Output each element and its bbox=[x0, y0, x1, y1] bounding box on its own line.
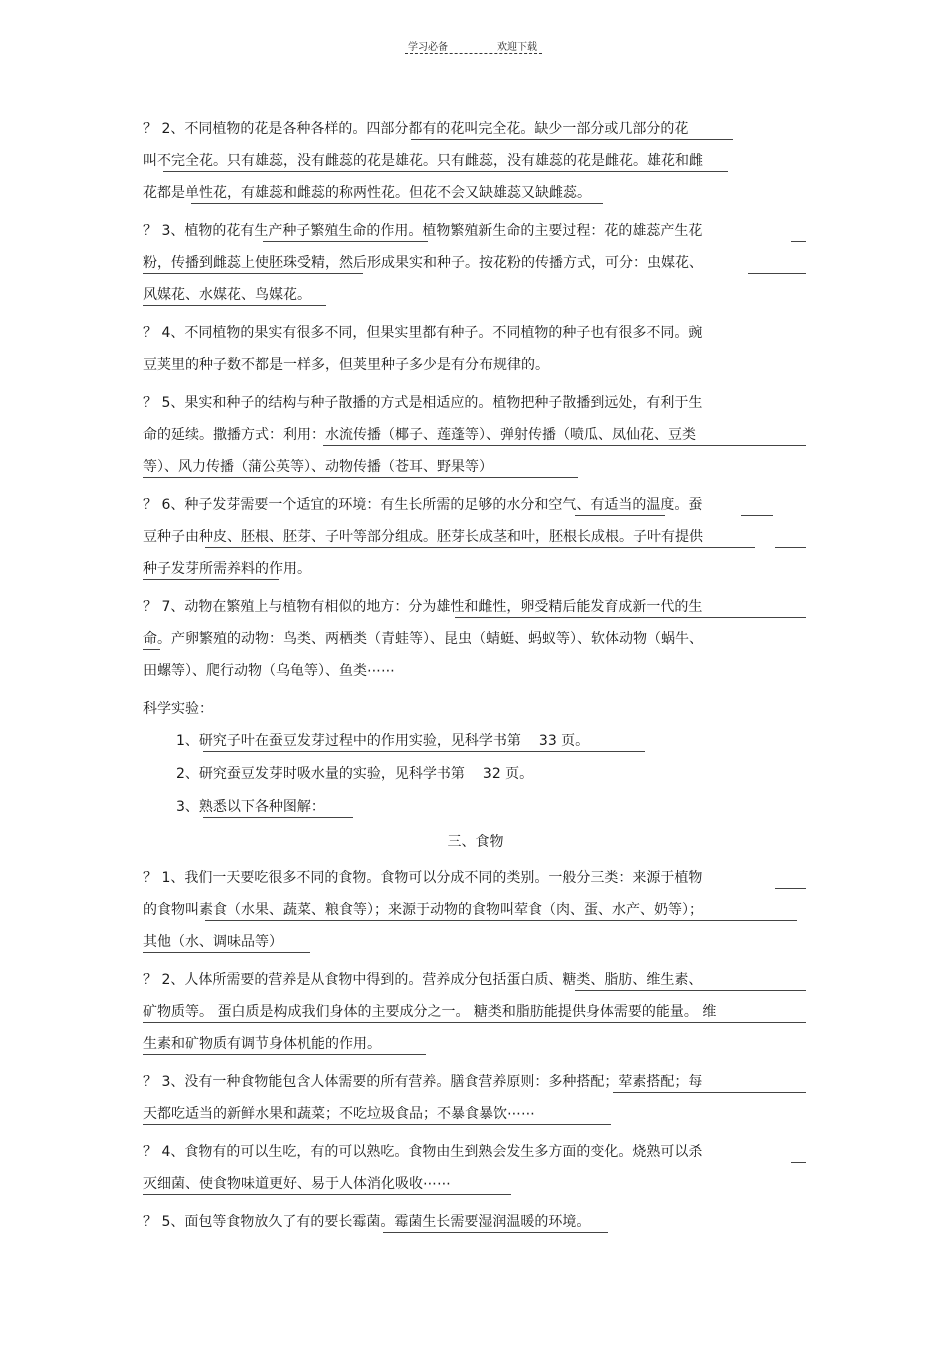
line-text: 花都是单性花，有雄蕊和雌蕊的称两性花。但花不会又缺雄蕊又缺雌蕊。 bbox=[143, 185, 591, 201]
text-line bbox=[143, 419, 808, 451]
text-line bbox=[143, 1206, 808, 1238]
line-text: 矿物质等。 蛋白质是构成我们身体的主要成分之一。 糖类和脂肪能提供身体需要的能量。 维 bbox=[143, 1004, 717, 1020]
text-line bbox=[143, 655, 808, 687]
text-line bbox=[143, 1028, 808, 1060]
line-text: 风媒花、水媒花、鸟媒花。 bbox=[143, 287, 311, 303]
experiment-item bbox=[143, 758, 808, 791]
paragraph-food-types bbox=[143, 862, 808, 958]
line-text: 粉，传播到雌蕊上使胚珠受精，然后形成果实和种子。按花粉的传播方式，可分：虫媒花、 bbox=[143, 255, 703, 271]
blank-underline bbox=[791, 1162, 806, 1163]
experiment-page: 33 页。 bbox=[538, 733, 590, 749]
answer-underline bbox=[205, 547, 755, 548]
blank-underline bbox=[775, 888, 806, 889]
blank-underline bbox=[748, 273, 806, 274]
text-line bbox=[143, 451, 808, 483]
experiment-item bbox=[143, 791, 808, 824]
line-text: ？ 4、不同植物的果实有很多不同，但果实里都有种子。不同植物的种子也有很多不同。豌 bbox=[143, 325, 703, 341]
text-line bbox=[143, 145, 808, 177]
text-line bbox=[143, 489, 808, 521]
answer-underline bbox=[383, 1232, 608, 1233]
answer-underline bbox=[263, 241, 428, 242]
answer-underline bbox=[143, 1022, 806, 1023]
answer-underline bbox=[143, 1124, 611, 1125]
answer-underline bbox=[143, 1194, 511, 1195]
answer-underline bbox=[205, 920, 797, 921]
text-line bbox=[143, 862, 808, 894]
text-line bbox=[143, 623, 808, 655]
paragraph-diet-principles bbox=[143, 1066, 808, 1130]
section-title: 三、食物 bbox=[447, 834, 504, 850]
line-text: ？ 3、植物的花有生产种子繁殖生命的作用。植物繁殖新生命的主要过程：花的雄蕊产生花 bbox=[143, 223, 703, 239]
text-line bbox=[143, 1136, 808, 1168]
answer-underline bbox=[143, 952, 310, 953]
line-text: 豆种子由种皮、胚根、胚芽、子叶等部分组成。胚芽长成茎和叶，胚根长成根。子叶有提供 bbox=[143, 529, 703, 545]
answer-underline bbox=[143, 305, 326, 306]
answer-underline bbox=[575, 515, 665, 516]
header-dashed-rule bbox=[405, 53, 542, 54]
line-text: ？ 2、不同植物的花是各种各样的。四部分都有的花叫完全花。缺少一部分或几部分的花 bbox=[143, 121, 689, 137]
text-line bbox=[143, 279, 808, 311]
document-body bbox=[143, 113, 808, 1244]
experiment-text: 2、研究蚕豆发芽时吸水量的实验，见科学书第 bbox=[176, 766, 465, 782]
text-line bbox=[143, 247, 808, 279]
answer-underline bbox=[575, 990, 806, 991]
text-line bbox=[143, 349, 808, 381]
line-text: ？ 4、食物有的可以生吃，有的可以熟吃。食物由生到熟会发生多方面的变化。烧熟可以杀 bbox=[143, 1144, 703, 1160]
line-text: 豆荚里的种子数不都是一样多，但荚里种子多少是有分布规律的。 bbox=[143, 357, 549, 373]
text-line bbox=[143, 387, 808, 419]
line-text: ？ 3、没有一种食物能包含人体需要的所有营养。膳食营养原则：多种搭配；荤素搭配；每 bbox=[143, 1074, 703, 1090]
paragraph-animals bbox=[143, 591, 808, 687]
text-line bbox=[143, 113, 808, 145]
text-line bbox=[143, 317, 808, 349]
text-line bbox=[143, 553, 808, 585]
line-text: ？ 7、动物在繁殖上与植物有相似的地方：分为雄性和雌性，卵受精后能发育成新一代的生 bbox=[143, 599, 703, 615]
answer-underline bbox=[163, 171, 728, 172]
text-line bbox=[143, 964, 808, 996]
line-text: 的食物叫素食（水果、蔬菜、粮食等）；来源于动物的食物叫荤食（肉、蛋、水产、奶等）； bbox=[143, 902, 703, 918]
line-text: ？ 6、种子发芽需要一个适宜的环境：有生长所需的足够的水分和空气、有适当的温度。蚕 bbox=[143, 497, 703, 513]
answer-underline bbox=[143, 1054, 426, 1055]
text-line bbox=[143, 1098, 808, 1130]
paragraph-reproduction bbox=[143, 215, 808, 311]
text-line bbox=[143, 926, 808, 958]
line-text: 种子发芽所需养料的作用。 bbox=[143, 561, 311, 577]
experiment-page: 32 页。 bbox=[482, 766, 534, 782]
line-text: 灭细菌、使食物味道更好、易于人体消化吸收⋯⋯ bbox=[143, 1176, 451, 1192]
text-line bbox=[143, 996, 808, 1028]
answer-underline bbox=[455, 617, 806, 618]
experiment-text: 3、熟悉以下各种图解： bbox=[176, 799, 325, 815]
blank-underline bbox=[741, 515, 773, 516]
answer-underline bbox=[143, 579, 279, 580]
text-line bbox=[143, 177, 808, 209]
text-line bbox=[143, 1066, 808, 1098]
paragraph-fruit bbox=[143, 317, 808, 381]
paragraph-cooking bbox=[143, 1136, 808, 1200]
paragraph-nutrients bbox=[143, 964, 808, 1060]
line-text: 等）、风力传播（蒲公英等）、动物传播（苍耳、野果等） bbox=[143, 459, 493, 475]
line-text: 叫不完全花。只有雄蕊，没有雌蕊的花是雄花。只有雌蕊，没有雄蕊的花是雌花。雄花和雌 bbox=[143, 153, 703, 169]
answer-underline bbox=[203, 817, 353, 818]
line-text: ？ 5、面包等食物放久了有的要长霉菌。霉菌生长需要湿润温暖的环境。 bbox=[143, 1214, 591, 1230]
header-right-text: 欢迎下载 bbox=[497, 42, 537, 53]
answer-underline bbox=[323, 445, 806, 446]
text-line bbox=[143, 591, 808, 623]
line-text: 命的延续。撒播方式：利用：水流传播（椰子、莲蓬等）、弹射传播（喷瓜、凤仙花、豆类 bbox=[143, 427, 696, 443]
line-text: ？ 5、果实和种子的结构与种子散播的方式是相适应的。植物把种子散播到远处，有利于生 bbox=[143, 395, 703, 411]
answer-underline bbox=[143, 273, 363, 274]
experiments-heading: 科学实验： bbox=[143, 701, 213, 717]
experiment-item bbox=[143, 725, 808, 758]
header-left-text: 学习必备 bbox=[408, 42, 448, 53]
answer-underline bbox=[143, 649, 160, 650]
experiment-text: 1、研究子叶在蚕豆发芽过程中的作用实验，见科学书第 bbox=[176, 733, 521, 749]
paragraph-seed-dispersal bbox=[143, 387, 808, 483]
line-text: ？ 2、人体所需要的营养是从食物中得到的。营养成分包括蛋白质、糖类、脂肪、维生素、 bbox=[143, 972, 703, 988]
paragraph-germination bbox=[143, 489, 808, 585]
text-line bbox=[143, 521, 808, 553]
line-text: 天都吃适当的新鲜水果和蔬菜；不吃垃圾食品；不暴食暴饮⋯⋯ bbox=[143, 1106, 535, 1122]
paragraph-mold bbox=[143, 1206, 808, 1238]
line-text: ？ 1、我们一天要吃很多不同的食物。食物可以分成不同的类别。一般分三类：来源于植物 bbox=[143, 870, 703, 886]
blank-underline bbox=[791, 241, 806, 242]
answer-underline bbox=[191, 203, 603, 204]
answer-underline bbox=[143, 477, 578, 478]
line-text: 其他（水、调味品等） bbox=[143, 934, 283, 950]
text-line bbox=[143, 215, 808, 247]
line-text: 田螺等）、爬行动物（乌龟等）、鱼类⋯⋯ bbox=[143, 663, 395, 679]
blank-underline bbox=[775, 547, 806, 548]
answer-underline bbox=[203, 751, 645, 752]
text-line bbox=[143, 894, 808, 926]
text-line bbox=[143, 1168, 808, 1200]
paragraph-flowers bbox=[143, 113, 808, 209]
answer-underline bbox=[613, 1092, 806, 1093]
line-text: 命。产卵繁殖的动物：鸟类、两栖类（青蛙等）、昆虫（蜻蜓、蚂蚁等）、软体动物（蜗牛、 bbox=[143, 631, 703, 647]
line-text: 生素和矿物质有调节身体机能的作用。 bbox=[143, 1036, 381, 1052]
answer-underline bbox=[411, 139, 733, 140]
